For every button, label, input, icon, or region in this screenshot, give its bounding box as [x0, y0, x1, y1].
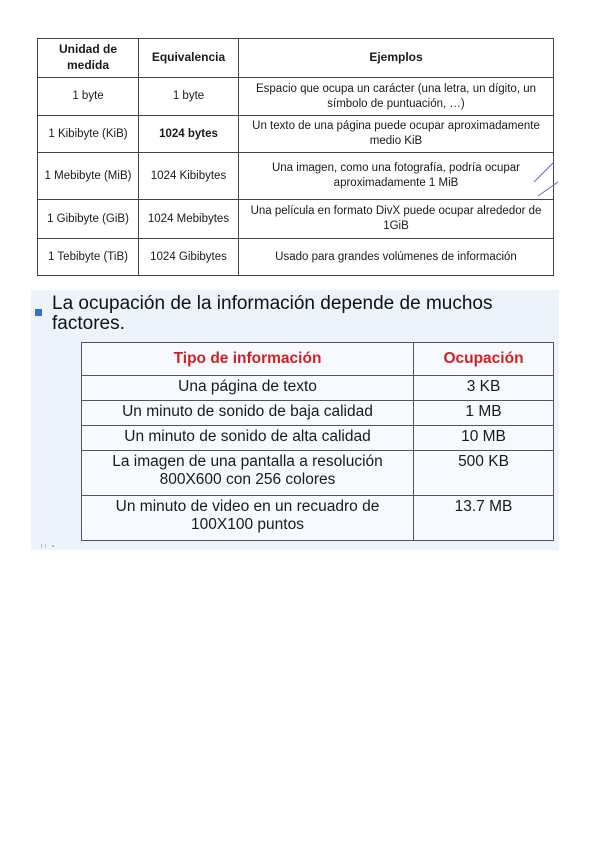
size-cell: 13.7 MB — [414, 496, 554, 541]
example-cell: Una imagen, como una fotografía, podría ocupar aproximadamente 1 MiB — [239, 153, 554, 200]
unit-cell: 1 Mebibyte (MiB) — [38, 153, 139, 200]
unit-cell: 1 Tebibyte (TiB) — [38, 239, 139, 276]
size-cell: 1 MB — [414, 401, 554, 426]
table-row — [82, 401, 554, 426]
header-occupation: Ocupación — [414, 343, 554, 376]
size-cell: 500 KB — [414, 451, 554, 496]
info-type-cell: Un minuto de sonido de baja calidad — [82, 401, 414, 426]
header-equivalence: Equivalencia — [139, 39, 239, 78]
info-type-cell: Un minuto de video en un recuadro de 100X100 puntos — [82, 496, 414, 541]
table-row — [38, 116, 554, 153]
occupation-table — [81, 342, 554, 541]
header-unit: Unidad de medida — [38, 39, 139, 78]
table-row — [82, 496, 554, 541]
header-info-type: Tipo de información — [82, 343, 414, 376]
bullet-text: La ocupación de la información depende de muchos factores. — [52, 293, 493, 334]
example-cell: Un texto de una página puede ocupar aproximadamente medio KiB — [239, 116, 554, 153]
table-row — [82, 376, 554, 401]
example-cell: Una película en formato DivX puede ocupar alrededor de 1GiB — [239, 200, 554, 239]
info-type-cell: La imagen de una pantalla a resolución 800X600 con 256 colores — [82, 451, 414, 496]
equivalence-cell: 1 byte — [139, 78, 239, 116]
units-table — [37, 38, 554, 276]
example-cell: Espacio que ocupa un carácter (una letra, un dígito, un símbolo de puntuación, …) — [239, 78, 554, 116]
pen-stroke-mark — [530, 160, 560, 200]
info-type-cell: Una página de texto — [82, 376, 414, 401]
table-row — [38, 153, 554, 200]
table-row — [38, 78, 554, 116]
size-cell: 3 KB — [414, 376, 554, 401]
equivalence-cell: 1024 Kibibytes — [139, 153, 239, 200]
equivalence-cell: 1024 Mebibytes — [139, 200, 239, 239]
slide-footer-mark — [41, 544, 55, 548]
example-cell: Usado para grandes volúmenes de información — [239, 239, 554, 276]
info-type-cell: Un minuto de sonido de alta calidad — [82, 426, 414, 451]
occupation-header-row — [82, 343, 554, 376]
unit-cell: 1 byte — [38, 78, 139, 116]
table-row — [82, 451, 554, 496]
units-table-header-row — [38, 39, 554, 78]
unit-cell: 1 Gibibyte (GiB) — [38, 200, 139, 239]
table-row — [38, 200, 554, 239]
equivalence-cell: 1024 Gibibytes — [139, 239, 239, 276]
equivalence-cell: 1024 bytes — [139, 116, 239, 153]
slide-excerpt — [31, 290, 559, 550]
table-row — [38, 239, 554, 276]
unit-cell: 1 Kibibyte (KiB) — [38, 116, 139, 153]
table-row — [82, 426, 554, 451]
size-cell: 10 MB — [414, 426, 554, 451]
bullet-square-icon — [35, 309, 42, 316]
header-examples: Ejemplos — [239, 39, 554, 78]
